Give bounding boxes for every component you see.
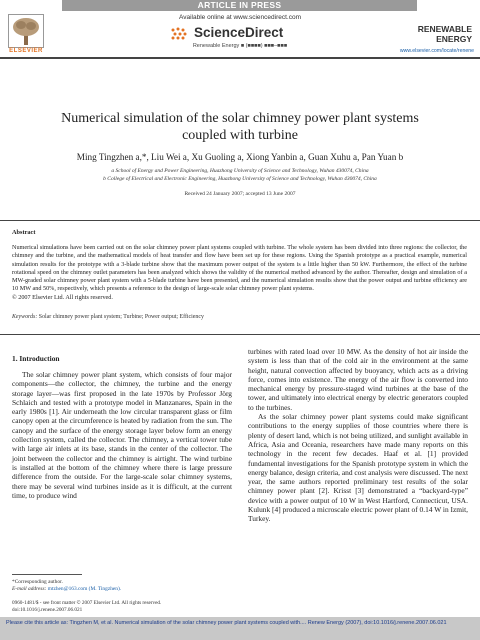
abstract-body <box>12 244 467 302</box>
elsevier-tree-logo <box>8 14 44 48</box>
doi-text: doi:10.1016/j.renene.2007.06.021 <box>12 607 83 613</box>
abstract-text: Numerical simulations have been carried out on the solar chimney power plant systems coupled with turbine. The whole system has been divided into three regions: the collector, the chimney and the turbine, and the mathematical models of heat transfer and flow have been set up for these regions. Using the Spanish prototype as a practical example, numerical simulation results for the prototype with a 3-blade turbine show that the maximum power output of the system is a little higher than 50 kW. Furthermore, the effect of the turbine rotational speed on the chimney outlet parameters has been analyzed which shows the validity of the numerical method advanced by the author. Thereafter, design and simulation of a MW-graded solar chimney power plant system with a 5-blade turbine have been presented, and the numerical simulation results show that the power output and turbine efficiency are 10 MW and 50%, respectively, which presents a reference to the design of large-scale solar chimney power plant systems. <box>12 244 467 293</box>
author-list: Ming Tingzhen a,*, Liu Wei a, Xu Guoling a, Xiong Yanbin a, Guan Xuhu a, Pan Yuan b <box>76 152 404 162</box>
keywords-label: Keywords: <box>12 314 38 320</box>
publisher-logo-text: ELSEVIER <box>9 48 43 54</box>
article-in-press-banner: ARTICLE IN PRESS <box>62 0 417 11</box>
journal-brand-line2: ENERGY <box>436 34 472 44</box>
title-line-1: Numerical simulation of the solar chimney power plant systems <box>61 111 419 126</box>
sciencedirect-wordmark: ScienceDirect <box>194 25 284 40</box>
received-accepted-dates: Received 24 January 2007; accepted 13 June 2007 <box>184 191 296 197</box>
available-online-text: Available online at www.sciencedirect.com <box>179 14 301 21</box>
article-title <box>40 110 440 144</box>
author-email-link[interactable]: mtzhen@163.com (M. Tingzhen). <box>47 586 122 592</box>
right-column-paragraph-1: turbines with rated load over 10 MW. As the density of hot air inside the system is less than that of the cold air in the environment at the same height, natural convection affected by buoyancy, which acts as a driving force, comes into existence. The energy of the air flow is converted into mechanical energy by pressure-staged wind turbines at the base of the tower, and ultimately into electrical energy by electric generators coupled to the turbines. <box>248 347 468 412</box>
footnote-email-label: E-mail address: <box>12 586 47 592</box>
keywords-text: Solar chimney power plant system; Turbine; Power output; Efficiency <box>38 314 204 320</box>
corresponding-author-footnote <box>12 579 232 593</box>
front-matter <box>12 600 252 614</box>
keywords-line <box>12 314 467 320</box>
title-line-2: coupled with turbine <box>182 128 298 143</box>
body-top-divider <box>0 334 480 335</box>
citation-notice[interactable]: Please cite this article as: Tingzhen M, et al. Numerical simulation of the solar chimney power plant systems coupled with.... Renew Energy (2007), doi:10.1016/j.renene.2007.06.021 <box>6 620 447 626</box>
journal-volume-line: Renewable Energy ■ (■■■■) ■■■–■■■ <box>192 43 288 49</box>
section-1-heading: 1. Introduction <box>12 354 60 363</box>
affiliation-b: b College of Electrical and Electronic Engineering, Huazhong University of Science and Technology, Wuhan 430074, China <box>103 176 377 182</box>
affiliation-a: a School of Energy and Power Engineering, Huazhong University of Science and Technology, Wuhan 430074, China <box>111 168 369 174</box>
sciencedirect-mark-icon <box>170 27 188 40</box>
abstract-heading: Abstract <box>12 229 36 236</box>
right-column-paragraph-2: As the solar chimney power plant systems could make significant contributions to the energy supplies of those countries where there is plenty of desert land, which is not being utilized, and sunlight available in Africa, Asia and Oceania, researchers have made many reports on this technology in the recent few decades. Haaf et al. [1] provided fundamental investigations for the Spanish prototype system in which the energy balance, design criteria, and cost analysis were discussed. The next year, the same authors reported preliminary test results of the solar chimney power plant [2]. Krisst [3] demonstrated a “backyard-type” device with a power output of 10 W in West Hartford, Connecticut, USA. Kulunk [4] produced a microscale electric power plant of 0.14 W in Izmit, Turkey. <box>248 412 468 524</box>
left-column-paragraph-1: The solar chimney power plant system, which consists of four major components—the collector, the chimney, the turbine and the energy storage layer—was first proposed in the late 1970s by Professor Jörg Schlaich and tested with a prototype model in Manzanares, Spain in the early 1980s [1]. Air underneath the low circular transparent glass or film canopy open at the circumference is heated by radiation from the sun. The canopy and the surface of the energy storage layer below form an energy collection system, called the collector. The chimney, a vertical tower tube with large air inlets at its base, stands in the center of the collector. The joint between the collector and the chimney is airtight. The wind turbine is installed at the bottom of the chimney where there is large pressure difference from the outside. For the large-scale solar chimney systems, there may be several wind turbines inside as it is difficult, at the current time, to produce wind <box>12 370 232 500</box>
journal-brand-line1: RENEWABLE <box>417 24 472 34</box>
footnote-mark: *Corresponding author. <box>12 579 63 585</box>
header-divider <box>0 57 480 59</box>
footnote-divider <box>12 574 82 575</box>
journal-homepage-link[interactable]: www.elsevier.com/locate/renene <box>399 48 474 54</box>
abstract-copyright: © 2007 Elsevier Ltd. All rights reserved. <box>12 293 113 301</box>
right-column <box>248 347 468 524</box>
sciencedirect-logo[interactable] <box>170 25 310 42</box>
journal-brand <box>400 24 472 44</box>
left-column <box>12 370 232 500</box>
abstract-top-divider <box>0 220 480 221</box>
front-matter-copyright: 0960-1481/$ - see front matter © 2007 Elsevier Ltd. All rights reserved. <box>12 600 162 606</box>
